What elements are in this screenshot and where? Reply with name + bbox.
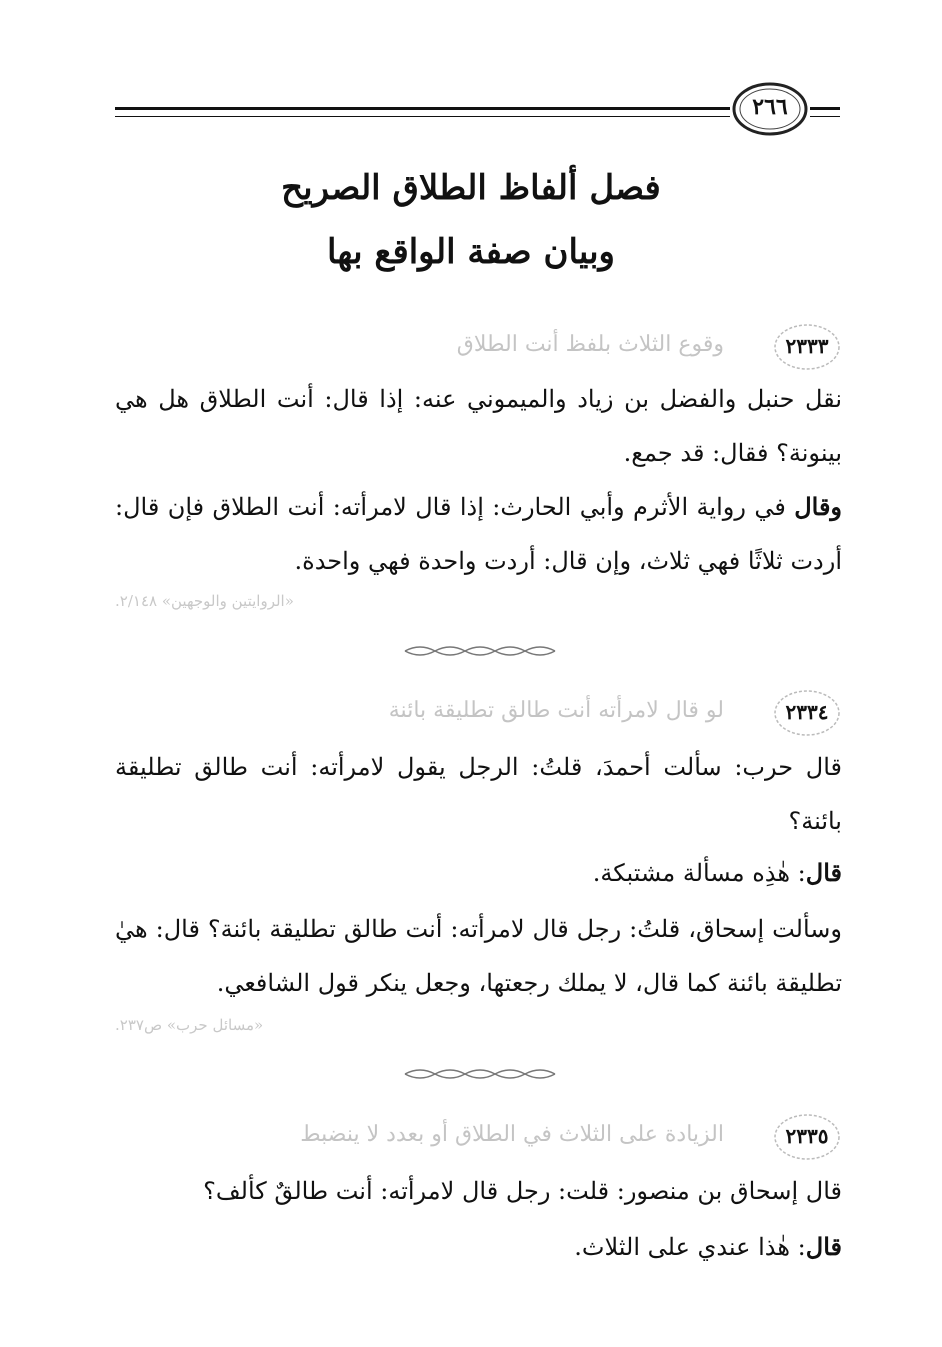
issue-title: لو قال لامرأته أنت طالق تطليقة بائنة bbox=[388, 698, 724, 723]
source-citation: «مسائل حرب» ص٢٣٧. bbox=[115, 1016, 264, 1034]
paragraph: قال: هٰذِه مسألة مشتبكة. bbox=[592, 858, 842, 887]
paragraph: وسألت إسحاق، قلتُ: رجل قال لامرأته: أنت طالق تطليقة بائنة؟ قال: هيٰ تطليقة بائنة كما قال، لا يملك رجعتها، وجعل ينكر قول الشافعي. bbox=[115, 915, 842, 997]
paragraph: قال: هٰذا عندي على الثلاث. bbox=[574, 1232, 842, 1261]
paragraph: نقل حنبل والفضل بن زياد والميموني عنه: إذا قال: أنت الطلاق هل هي بينونة؟ فقال: قد جمع. bbox=[115, 385, 842, 467]
issue-heading bbox=[120, 688, 842, 738]
issue-heading bbox=[120, 1112, 842, 1162]
chapter-title-line2: وبيان صفة الواقع بها bbox=[327, 232, 615, 272]
paragraph: وقال في رواية الأثرم وأبي الحارث: إذا قال لامرأته: أنت الطلاق فإن قال: أردت ثلاثًا فهي ثلاث، وإن قال: أردت واحدة فهي واحدة. bbox=[115, 492, 842, 575]
issue-title: وقوع الثلاث بلفظ أنت الطلاق bbox=[456, 332, 724, 357]
paragraph: قال حرب: سألت أحمدَ، قلتُ: الرجل يقول لامرأته: أنت طالق تطليقة بائنة؟ bbox=[115, 753, 842, 835]
divider-ornament-icon bbox=[400, 1066, 560, 1082]
page-number-badge bbox=[730, 80, 810, 138]
issue-number: ٢٣٣٣ bbox=[785, 334, 829, 358]
issue-number-badge bbox=[772, 1112, 842, 1162]
page-number: ٢٦٦ bbox=[752, 94, 788, 120]
issue-number-badge bbox=[772, 688, 842, 738]
paragraph: قال إسحاق بن منصور: قلت: رجل قال لامرأته: أنت طالقٌ كألف؟ bbox=[203, 1177, 842, 1205]
issue-heading bbox=[120, 322, 842, 372]
issue-number: ٢٣٣٥ bbox=[785, 1124, 829, 1148]
header-rule bbox=[115, 107, 730, 117]
divider-ornament-icon bbox=[400, 643, 560, 659]
header-rule-right bbox=[810, 107, 840, 117]
issue-number: ٢٣٣٤ bbox=[785, 700, 829, 724]
issue-title: الزيادة على الثلاث في الطلاق أو بعدد لا ينضبط bbox=[300, 1122, 724, 1147]
chapter-title-line1: فصل ألفاظ الطلاق الصريح bbox=[281, 168, 661, 208]
source-citation: «الروايتين والوجهين» ٢/١٤٨. bbox=[115, 592, 294, 610]
issue-number-badge bbox=[772, 322, 842, 372]
